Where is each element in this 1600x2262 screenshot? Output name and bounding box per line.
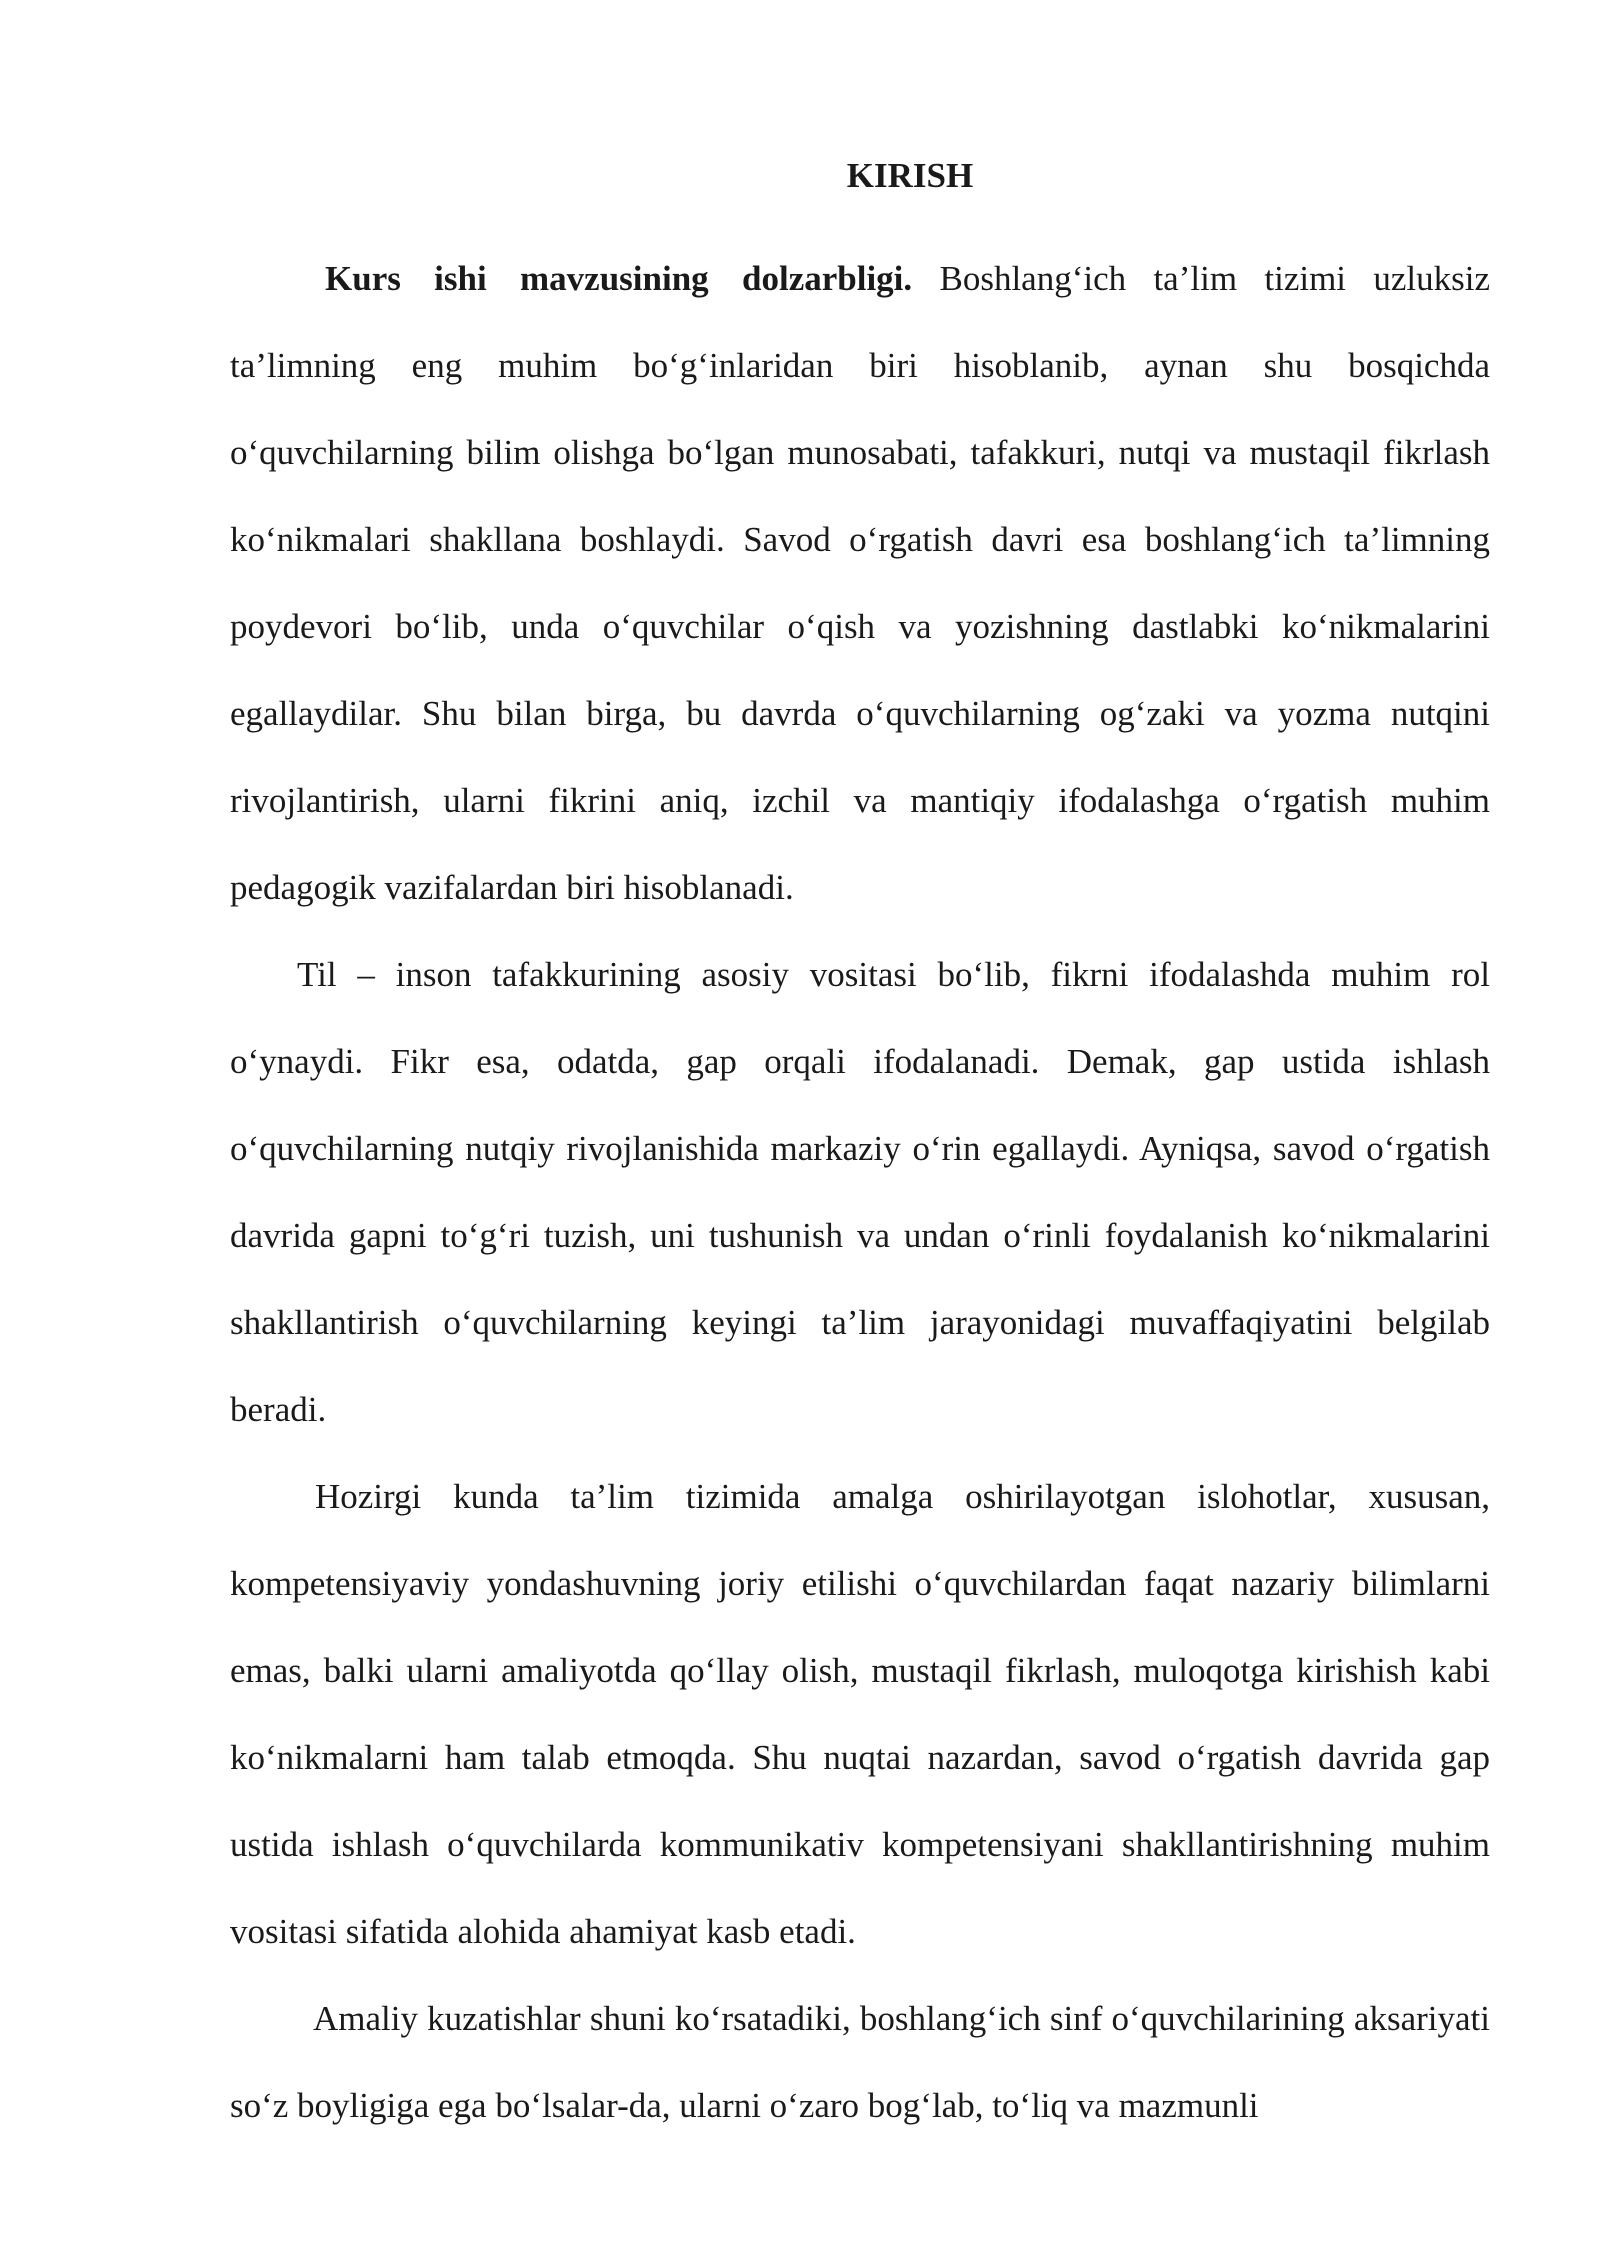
- document-page: [230, 148, 1490, 2149]
- paragraph-observations: Amaliy kuzatishlar shuni ko‘rsatadiki, boshlang‘ich sinf o‘quvchilarining aksariyati so‘z boyligiga ega bo‘lsalar-da, ularni o‘zaro bog‘lab, to‘liq va mazmunli: [230, 1999, 1490, 2125]
- paragraph-text: Boshlang‘ich ta’lim tizimi uzluksiz ta’limning eng muhim bo‘g‘inlaridan biri hisoblanib, aynan shu bosqichda o‘quvchilarning bilim olishga bo‘lgan munosabati, tafakkuri, nutqi va mustaqil fikrlash ko‘nikmalari shakllana boshlaydi. Savod o‘rgatish davri esa boshlang‘ich ta’limning poydevori bo‘lib, unda o‘quvchilar o‘qish va yozishning dastlabki ko‘nikmalarini egallaydilar. Shu bilan birga, bu davrda o‘quvchilarning og‘zaki va yozma nutqini rivojlantirish, ularni fikrini aniq, izchil va mantiqiy ifodalashga o‘rgatish muhim pedagogik vazifalardan biri hisoblanadi.: [230, 259, 1490, 907]
- paragraph-reforms: Hozirgi kunda ta’lim tizimida amalga oshirilayotgan islohotlar, xususan, kompetensiyaviy yondashuvning joriy etilishi o‘quvchilardan faqat nazariy bilimlarni emas, balki ularni amaliyotda qo‘llay olish, mustaqil fikrlash, muloqotga kirishish kabi ko‘nikmalarni ham talab etmoqda. Shu nuqtai nazardan, savod o‘rgatish davrida gap ustida ishlash o‘quvchilarda kommunikativ kompetensiyani shakllantirishning muhim vositasi sifatida alohida ahamiyat kasb etadi.: [230, 1477, 1490, 1951]
- page-title: KIRISH: [846, 156, 974, 195]
- paragraph-relevance: [230, 235, 1490, 931]
- paragraph-language: Til – inson tafakkurining asosiy vositasi bo‘lib, fikrni ifodalashda muhim rol o‘ynaydi. Fikr esa, odatda, gap orqali ifodalanadi. Demak, gap ustida ishlash o‘quvchilarning nutqiy rivojlanishida markaziy o‘rin egallaydi. Ayniqsa, savod o‘rgatish davrida gapni to‘g‘ri tuzish, uni tushunish va undan o‘rinli foydalanish ko‘nikmalarini shakllantirish o‘quvchilarning keyingi ta’lim jarayonidagi muvaffaqiyatini belgilab beradi.: [230, 955, 1490, 1429]
- paragraph-lead: Kurs ishi mavzusining dolzarbligi.: [325, 259, 913, 298]
